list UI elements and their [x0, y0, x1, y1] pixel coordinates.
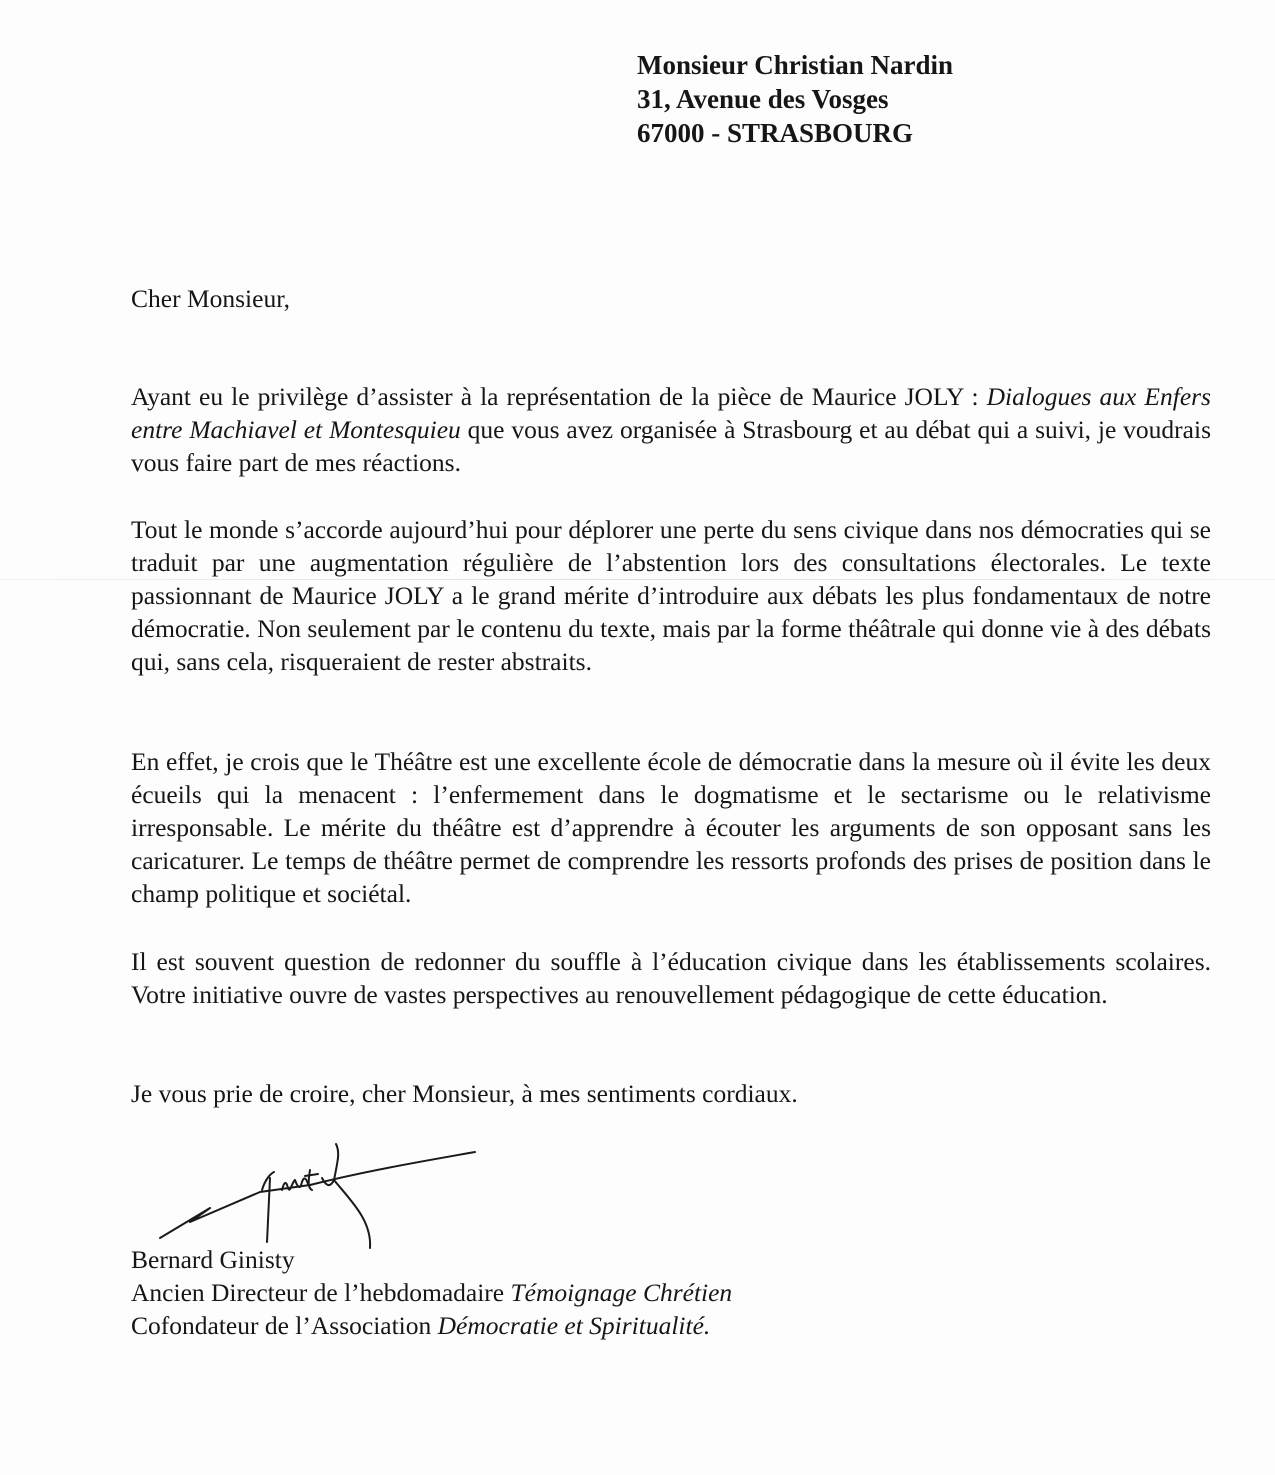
recipient-street: 31, Avenue des Vosges — [637, 84, 889, 114]
paragraph-4: Il est souvent question de redonner du souffle à l’éducation civique dans les établissements scolaires. Votre initiative ouvre de vastes perspectives au renouvellement pédagogique de cette éducation. — [131, 947, 1211, 1009]
association-name: Démocratie et Spiritualité. — [437, 1311, 711, 1340]
play-title: Dialogues aux Enfers entre Machiavel et Montesquieu — [131, 382, 1211, 444]
recipient-address — [637, 48, 953, 150]
scan-artifact-line — [0, 579, 1275, 580]
closing-line: Je vous prie de croire, cher Monsieur, à mes sentiments cordiaux. — [131, 1079, 798, 1108]
signer-role-2-prefix: Cofondateur de l’Association — [131, 1311, 438, 1340]
signer-name: Bernard Ginisty — [131, 1245, 295, 1274]
paragraph-2: Tout le monde s’accorde aujourd’hui pour déplorer une perte du sens civique dans nos démocraties qui se traduit par une augmentation régulière de l’abstention lors des consultations électorales. Le texte passionnant de Maurice JOLY a le grand mérite d’introduire aux débats les plus fondamentaux de notre démocratie. Non seulement par le contenu du texte, mais par la forme théâtrale qui donne vie à des débats qui, sans cela, risqueraient de rester abstraits. — [131, 515, 1211, 676]
paragraph-1 — [131, 380, 1211, 479]
signer-role-1-prefix: Ancien Directeur de l’hebdomadaire — [131, 1278, 511, 1307]
signer-role-2 — [131, 1309, 732, 1342]
signature-block — [131, 1243, 732, 1342]
recipient-city: 67000 - STRASBOURG — [637, 118, 914, 148]
salutation: Cher Monsieur, — [131, 284, 291, 313]
recipient-name: Monsieur Christian Nardin — [637, 50, 954, 80]
paragraph-1-rest: que vous avez organisée à Strasbourg et au débat qui a suivi, je voudrais vous faire part de mes réactions. — [131, 415, 1212, 477]
publication-name: Témoignage Chrétien — [510, 1278, 733, 1307]
handwritten-signature-icon — [150, 1130, 490, 1260]
paragraph-1-lead: Ayant eu le privilège d’assister à la représentation de la pièce de Maurice JOLY : — [131, 382, 987, 411]
paragraph-3: En effet, je crois que le Théâtre est une excellente école de démocratie dans la mesure où il évite les deux écueils qui la menacent : l’enfermement dans le dogmatisme et le sectarisme ou le relativisme irresponsable. Le mérite du théâtre est d’apprendre à écouter les arguments de son opposant sans les caricaturer. Le temps de théâtre permet de comprendre les ressorts profonds des prises de position dans le champ politique et sociétal. — [131, 747, 1211, 908]
signer-role-1 — [131, 1276, 732, 1309]
